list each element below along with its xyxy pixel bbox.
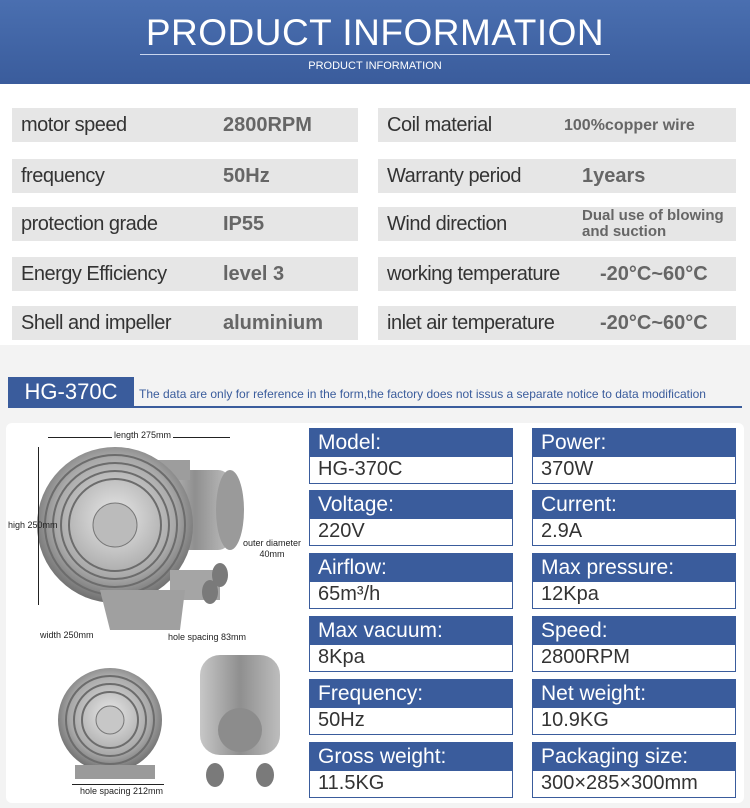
param-label: Gross weight: xyxy=(310,743,512,771)
hole-spacing-label: hole spacing 212mm xyxy=(80,786,164,796)
param-box-voltage xyxy=(309,490,513,546)
param-box-gross-weight xyxy=(309,742,513,798)
spec-row xyxy=(12,159,358,193)
param-label: Max vacuum: xyxy=(310,617,512,645)
page-title: PRODUCT INFORMATION xyxy=(145,12,605,53)
param-value: 2800RPM xyxy=(541,646,630,668)
height-label: high 250mm xyxy=(8,520,58,530)
model-disclaimer: The data are only for reference in the form,the factory does not issus a separate notice to data modification xyxy=(139,387,706,401)
model-tag: HG-370C xyxy=(8,377,134,407)
param-box-model xyxy=(309,428,513,484)
param-value: 220V xyxy=(318,520,365,542)
spec-label: Coil material xyxy=(387,114,492,136)
spec-label: Wind direction xyxy=(387,213,507,235)
spec-value: aluminium xyxy=(223,312,324,334)
param-label: Frequency: xyxy=(310,680,512,708)
param-value: 370W xyxy=(541,458,594,480)
rear-port-b xyxy=(256,763,274,787)
spec-label: protection grade xyxy=(21,213,158,235)
spec-row xyxy=(378,257,736,291)
param-label: Packaging size: xyxy=(533,743,735,771)
spec-label: motor speed xyxy=(21,114,127,136)
spec-row xyxy=(12,207,358,241)
hole-spacing-label: hole spacing 83mm xyxy=(168,632,247,642)
blower-illustration xyxy=(20,430,290,800)
param-box-packaging-size xyxy=(532,742,736,798)
spec-value: Dual use of blowing and suction xyxy=(582,207,724,240)
spec-label: Energy Efficiency xyxy=(21,263,167,285)
param-box-airflow xyxy=(309,553,513,609)
param-box-speed xyxy=(532,616,736,672)
spec-label: working temperature xyxy=(387,263,560,285)
rear-fan-grille xyxy=(218,708,262,752)
header-divider xyxy=(140,54,610,55)
spec-label: frequency xyxy=(21,165,105,187)
param-label: Max pressure: xyxy=(533,554,735,582)
param-value: HG-370C xyxy=(318,458,403,480)
param-value: 2.9A xyxy=(541,520,583,542)
spec-label: inlet air temperature xyxy=(387,312,555,334)
spec-value: 2800RPM xyxy=(223,114,312,136)
spec-row xyxy=(12,257,358,291)
spec-value: 100%copper wire xyxy=(564,117,695,134)
spec-label: Warranty period xyxy=(387,165,522,187)
spec-value: IP55 xyxy=(223,213,265,235)
front-view-base xyxy=(75,765,155,779)
length-label: length 275mm xyxy=(114,430,172,440)
param-value: 300×285×300mm xyxy=(541,772,698,794)
rear-port-a xyxy=(206,763,224,787)
spec-row xyxy=(378,108,736,142)
spec-row xyxy=(378,207,736,241)
param-value: 65m³/h xyxy=(318,583,381,605)
spec-value: 1years xyxy=(582,165,646,187)
hub xyxy=(93,503,137,547)
param-label: Speed: xyxy=(533,617,735,645)
spec-value: -20°C~60°C xyxy=(600,263,708,285)
page-subtitle: PRODUCT INFORMATION xyxy=(308,60,442,72)
param-label: Power: xyxy=(533,429,735,457)
spec-row xyxy=(12,306,358,340)
spec-value: -20°C~60°C xyxy=(600,312,708,334)
model-divider xyxy=(8,406,742,408)
param-box-max-pressure xyxy=(532,553,736,609)
mount-base xyxy=(100,590,185,630)
spec-value: level 3 xyxy=(223,263,285,285)
param-value: 50Hz xyxy=(318,709,365,731)
param-value: 10.9KG xyxy=(541,709,609,731)
param-label: Model: xyxy=(310,429,512,457)
outer-diameter-label: outer diameter 40mm xyxy=(242,538,302,559)
inlet-port xyxy=(202,580,218,604)
param-label: Net weight: xyxy=(533,680,735,708)
param-box-frequency xyxy=(309,679,513,735)
param-box-net-weight xyxy=(532,679,736,735)
param-label: Airflow: xyxy=(310,554,512,582)
spec-row xyxy=(378,306,736,340)
spec-row xyxy=(378,159,736,193)
width-label: width 250mm xyxy=(40,630,94,640)
param-value: 8Kpa xyxy=(318,646,365,668)
param-box-current xyxy=(532,490,736,546)
param-box-power xyxy=(532,428,736,484)
param-box-max-vacuum xyxy=(309,616,513,672)
spec-label: Shell and impeller xyxy=(21,312,171,334)
param-value: 11.5KG xyxy=(318,772,385,794)
param-value: 12Kpa xyxy=(541,583,599,605)
spec-row xyxy=(12,108,358,142)
param-label: Voltage: xyxy=(310,491,512,519)
hole-spacing-line xyxy=(72,784,164,785)
header-banner xyxy=(0,0,750,84)
spec-value: 50Hz xyxy=(223,165,270,187)
param-label: Current: xyxy=(533,491,735,519)
